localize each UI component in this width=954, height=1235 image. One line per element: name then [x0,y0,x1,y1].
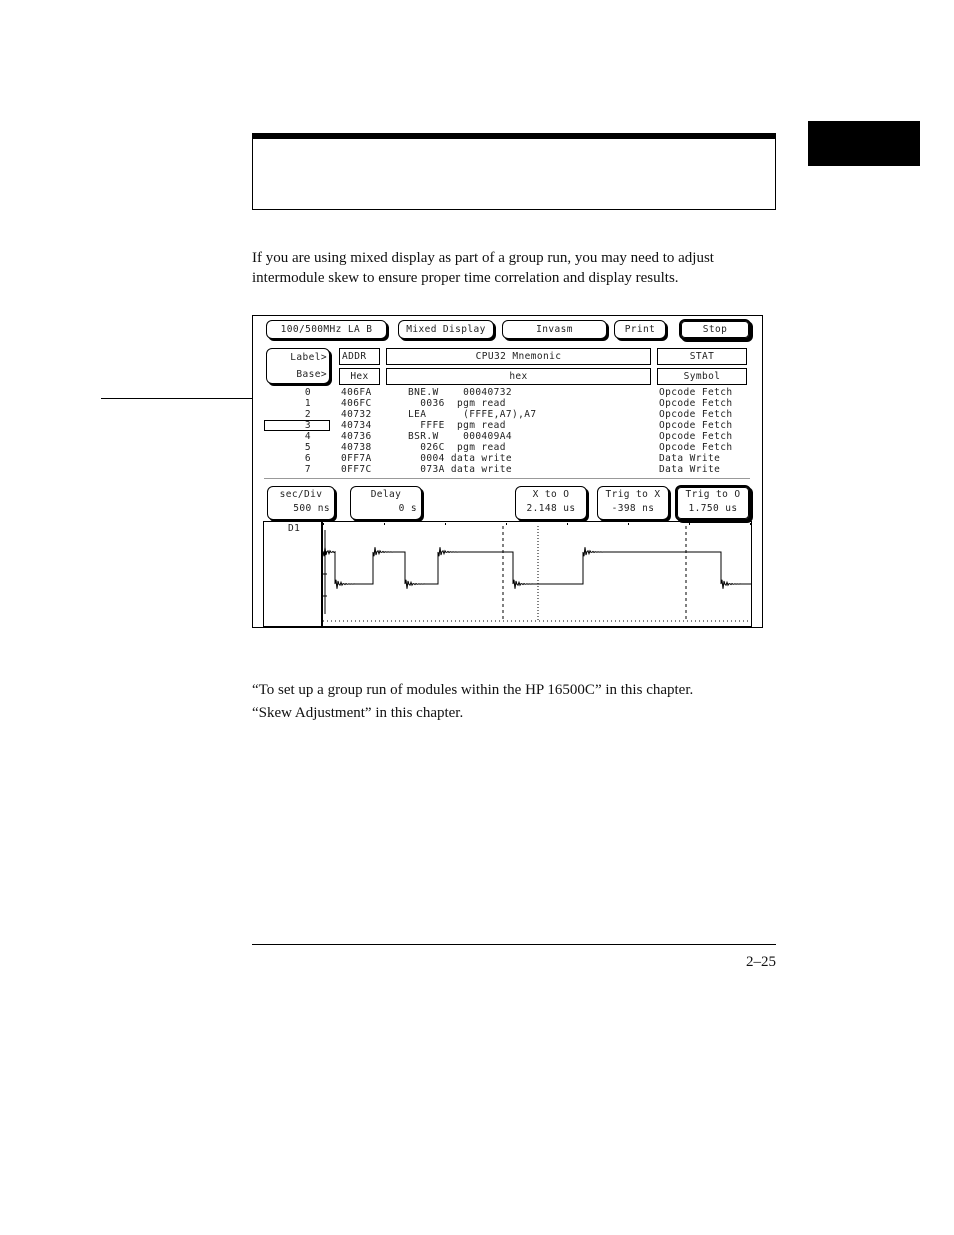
display-mode-button[interactable]: Mixed Display [398,320,494,339]
row-state: 4 [304,431,311,442]
sec-div-button[interactable] [267,486,335,520]
row-addr: 0FF7A [341,453,372,464]
analyzer-screen [252,315,763,628]
reference-2: “Skew Adjustment” in this chapter. [252,705,464,721]
listing-separator [264,478,750,479]
trig-to-x-value: -398 ns [611,503,655,514]
row-stat: Opcode Fetch [659,387,733,398]
module-button[interactable]: 100/500MHz LA B [266,320,387,339]
row-state: 1 [304,398,311,409]
trig-to-o-value: 1.750 us [688,503,738,514]
waveform-area [263,521,752,627]
label-base-button[interactable] [266,348,330,384]
intro-paragraph: If you are using mixed display as part of a group run, you may need to adjust intermodule skew to ensure proper time correlation and display results. [252,250,714,286]
base-button-text: Base> [296,369,327,380]
row-addr: 40734 [341,420,372,431]
mnemonic-label-field[interactable]: CPU32 Mnemonic [386,348,651,365]
row-mnemonic: 026C pgm read [408,442,506,453]
sec-div-value: 500 ns [293,503,330,514]
channel-label-column [264,522,323,626]
row-stat: Opcode Fetch [659,398,733,409]
mnemonic-base-field[interactable]: hex [386,368,651,385]
channel-label: D1 [288,523,301,534]
print-button[interactable]: Print [614,320,666,339]
row-mnemonic: LEA (FFFE,A7),A7 [408,409,537,420]
current-row-marker [264,420,330,431]
chapter-tab [808,121,920,166]
reference-1: “To set up a group run of modules within the HP 16500C” in this chapter. [252,682,694,698]
invasm-button[interactable]: Invasm [502,320,607,339]
x-to-o-button[interactable] [515,486,587,520]
addr-base-field[interactable]: Hex [339,368,380,385]
stat-label-field[interactable]: STAT [657,348,747,365]
delay-value: 0 s [398,503,417,514]
trig-to-o-button[interactable] [675,485,751,521]
label-button-text: Label> [290,352,327,363]
stop-button[interactable]: Stop [679,319,751,340]
row-mnemonic: BSR.W 000409A4 [408,431,513,442]
row-addr: 40738 [341,442,372,453]
addr-label-field[interactable]: ADDR [339,348,380,365]
row-state: 7 [304,464,311,475]
sec-div-label: sec/Div [279,489,323,500]
trig-to-x-label: Trig to X [605,489,661,500]
row-addr: 0FF7C [341,464,372,475]
row-stat: Opcode Fetch [659,409,733,420]
trig-to-x-button[interactable] [597,486,669,520]
row-stat: Data Write [659,464,721,475]
stat-base-field[interactable]: Symbol [657,368,747,385]
row-mnemonic: 073A data write [408,464,513,475]
waveform-trace [323,522,751,626]
row-stat: Opcode Fetch [659,442,733,453]
page-number: 2–25 [746,954,776,970]
row-mnemonic: FFFE pgm read [408,420,506,431]
callout-line [101,398,255,399]
delay-label: Delay [370,489,402,500]
row-stat: Opcode Fetch [659,431,733,442]
row-mnemonic: 0036 pgm read [408,398,506,409]
row-state: 3 [304,420,311,431]
row-mnemonic: BNE.W 00040732 [408,387,513,398]
row-state: 5 [304,442,311,453]
row-mnemonic: 0004 data write [408,453,513,464]
trig-to-o-label: Trig to O [685,489,741,500]
row-stat: Data Write [659,453,721,464]
row-addr: 40732 [341,409,372,420]
row-state: 2 [304,409,311,420]
delay-button[interactable] [350,486,422,520]
row-addr: 40736 [341,431,372,442]
row-state: 0 [304,387,311,398]
row-stat: Opcode Fetch [659,420,733,431]
row-addr: 406FC [341,398,372,409]
footer-rule [252,944,776,945]
x-to-o-label: X to O [532,489,570,500]
x-to-o-value: 2.148 us [526,503,576,514]
row-addr: 406FA [341,387,372,398]
title-box [252,139,776,210]
row-state: 6 [304,453,311,464]
